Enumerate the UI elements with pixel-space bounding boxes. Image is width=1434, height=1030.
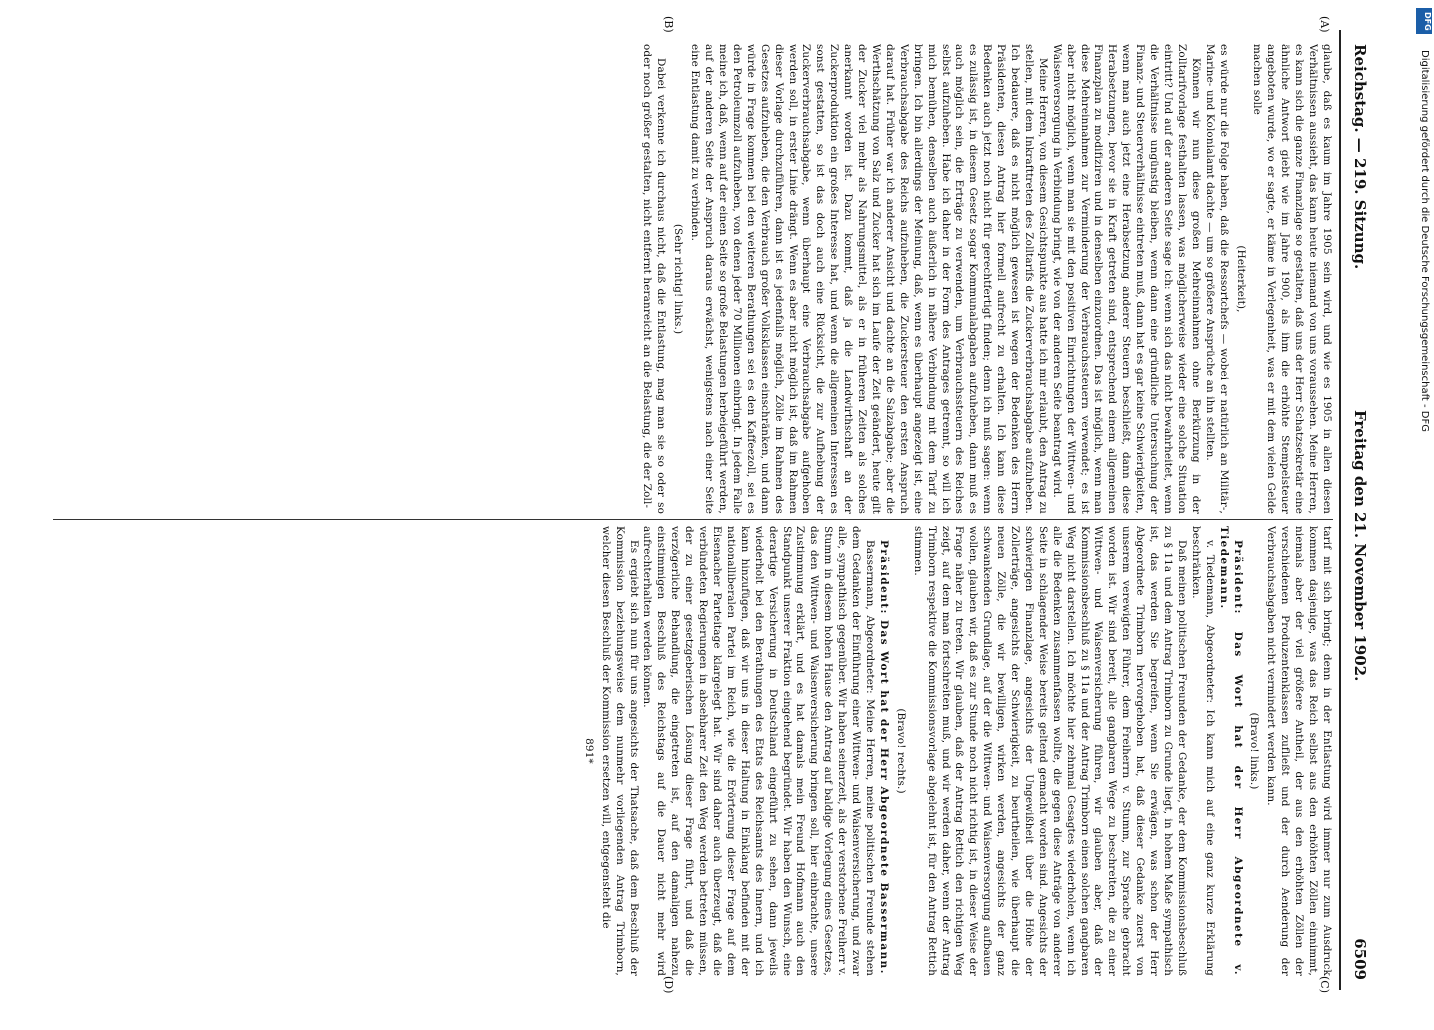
page-number: 6509: [1351, 938, 1369, 980]
margin-marker-c: (C): [1318, 976, 1331, 993]
paragraph: Es ergiebt sich nun für uns angesichts der Thatsache, daß dem Beschluß der Kommission beziehungsweise dem nunmehr vorliegenden Antrag Trimborn, welcher diesen Beschluß der Kommission ersetzen will, entgegensteht die: [599, 526, 640, 976]
signature-mark: 891*: [582, 738, 595, 764]
paragraph: es würde nur die Folge haben, daß die Ressortchefs — wobei er natürlich an Militär-, Marine- und Kolonialamt dachte — um so größere Ansprüche an ihn stellten.: [1203, 44, 1230, 514]
paragraph: Daß meinen politischen Freunden der Gedanke, der dem Kommissionsbeschluß zu § 11a und dem Antrag Trimborn zu Grunde liegt, in hohem Maße sympathisch ist, das werden Sie begreifen, wenn Sie erwägen, was schon der Herr Abgeordnete Trimborn hervorgehoben hat, daß dieser Gedanke zuerst von unserem verewigten Führer, dem Freiherrn v. Stumm, zur Sprache gebracht worden ist. Wir sind bereit, alle gangbaren Wege zu beschreiten, die zu einer Wittwen- und Waisenversicherung führen, wir glauben aber, daß der Kommissionsbeschluß zu § 11a und der Antrag Trimborn einen solchen gangbaren Weg nicht darstellen. Ich möchte hier zehnmal Gesagtes wiederholen, wenn ich alle die Bedenken zusammenfassen wollte, die gegen diese Anträge von anderer Seite in schlagender Weise bereits geltend gemacht worden sind. Angesichts der schwierigen Finanzlage, angesichts der Ungewißheit über die Höhe der Zollerträge, angesichts der Schwierigkeit, zu beurtheilen, wie überhaupt die neuen Zölle, die wir bewilligen, wirken werden, angesichts der ganz schwankenden Grundlage, auf der die Wittwen- und Waisenversorgung aufbauen wollen, glauben wir, daß es zur Stunde noch nicht richtig ist, in dieser Weise der Frage näher zu treten. Wir glauben, daß der Antrag Rettich den richtigen Weg zeigt, auf dem man fortschreiten muß, und wir werden daher, wenn der Antrag Trimborn respektive die Kommissionsvorlage abgelehnt ist, für den Antrag Rettich stimmen.: [911, 526, 1188, 976]
digitization-note: [1412, 10, 1434, 990]
speaker-line: Präsident: Das Wort hat der Herr Abgeordnete v. Tiedemann.: [1217, 526, 1244, 976]
header-rule: [1339, 30, 1341, 990]
digitization-text: Digitalisierung gefördert durch die Deutsche Forschungsgemeinschaft - DFG: [1419, 50, 1430, 433]
margin-marker-a: (A): [1318, 16, 1331, 33]
margin-marker-b: (B): [662, 16, 675, 33]
interjection: (Bravo! rechts.): [894, 708, 907, 794]
interjection: (Heiterkeit),: [1234, 245, 1247, 313]
paragraph: Meine Herren, von diesem Gesichtspunkte aus hatte ich mir erlaubt, den Antrag zu stellen, mit dem Inkrafttreten des Zolltarifs die Zuckerverbrauchsabgabe aufzuheben. Ich bedauere, daß es nicht möglich gewesen ist wegen der Bedenken des Herrn Präsidenten, diesen Antrag hier formell aufrecht zu erhalten. Ich kann diese Bedenken auch jetzt noch nicht für gerechtfertigt finden; denn ich muß sagen: wenn es zulässig ist, in diesem Gesetz sogar Kommunalabgaben aufzuheben, dann muß es auch möglich sein, die Erträge zu verwenden, um Verbrauchssteuern des Reiches selbst aufzuheben. Habe ich daher in der Form des Antrages getrennt, so will ich mich bemühen, denselben auch äußerlich in nähere Verbindung mit dem Tarif zu bringen. Ich bin allerdings der Meinung, daß, wenn es überhaupt angezeigt ist, eine Verbrauchsabgabe des Reichs aufzuheben, die Zuckersteuer den ersten Anspruch darauf hat. Früher war ich anderer Ansicht und dachte an die Salzabgabe; aber die Werthschätzung von Salz und Zucker hat sich im Laufe der Zeit geändert, heute gilt der Zucker viel mehr als Nahrungsmittel, als er in früheren Zeiten als solches anerkannt worden ist. Dazu kommt, daß ja die Landwirthschaft an der Zuckerproduktion ein großes Interesse hat, und wenn die allgemeinen Interessen es sonst gestatten, so ist das doch auch eine Rücksicht, die zur Aufhebung der Zuckerverbrauchsabgabe, wenn überhaupt eine Verbrauchsabgabe aufgehoben werden soll, in erster Linie drängt. Wenn es aber nicht möglich ist, daß im Rahmen dieser Vorlage durchzuführen, dann ist es jedenfalls möglich, Zölle im Rahmen des Gesetzes aufzuheben, die den Verbrauch großer Volksklassen einschränken, und dann würde in Frage kommen bei den weiteren Berathungen sei es den Kaffeezoll, sei es den Petroleumzoll aufzuheben, von denen jeder 70 Millionen einbringt. In jedem Falle meine ich, daß, wenn auf der einen Seite so große Belastungen herbeigeführt werden, auf der anderen Seite der Anspruch daraus erwächst, wenigstens nach einer Seite eine Entlastung damit zu verbinden.: [689, 44, 1049, 514]
column-right: [53, 526, 1333, 976]
rotated-page: [40, 16, 1375, 994]
column-divider: [53, 519, 1333, 520]
interjection: (Sehr richtig! links.): [672, 223, 685, 335]
paragraph: Bassermann, Abgeordneter: Meine Herren, meine politischen Freunde stehen dem Gedanken der Einführung einer Wittwen- und Waisenversicherung, und zwar alle, sympathisch gegenüber. Wir haben seinerzeit, als der verstorbene Freiherr v. Stumm in diesem hohen Hause den Antrag auf baldige Vorlegung eines Gesetzes, das den Wittwen- und Waisenversicherung bringen soll, hier einbrachte, unsere Zustimmung erklärt, und es hat damals mein Freund Hofmann auch den Standpunkt unserer Fraktion eingehend begründet. Wir haben den Wunsch, eine derartige Versicherung in Deutschland eingeführt zu sehen, dann jeweils wiederholt bei den Berathungen des Etats des Reichsamts des Innern, und ich kann hinzufügen, daß wir uns in dieser Haltung in Einklang befinden mit der nationalliberalen Partei im Reich, wie die Erörterung dieser Frage auf dem Eisenacher Parteitage klargelegt hat. Wir sind daher auch überzeugt, daß die verbündeten Regierungen in absehbarer Zeit den Weg werden betreten müssen, der zu einer gesetzgeberischen Lösung dieser Frage führt, und daß die verzögerliche Behandlung, die eingetreten ist, auf den damaligen nahezu einstimmigen Beschluß des Reichstags auf die Dauer nicht mehr wird aufrechterhalten werden können.: [641, 526, 876, 976]
page-header: [1339, 30, 1375, 990]
paragraph: v. Tiedemann, Abgeordneter: Ich kann mich auf eine ganz kurze Erklärung beschränken.: [1189, 526, 1216, 976]
margin-marker-d: (D): [662, 976, 675, 994]
column-left: [53, 44, 1333, 514]
paragraph: Können wir nun diese großen Mehreinnahmen ohne Berkürzung in der Zolltarifvorlage festhalten lassen, was möglicherweise wieder eine solche Situation eintritt? Und auf der anderen Seite sage ich: wenn sich das nicht bewahrheitet, wenn die Verhältnisse ungünstig bleiben, wenn dann eine gründliche Untersuchung der Finanz- und Steuerverhältnisse eintreten muß, dann hat es gar keine Schwierigkeiten, wenn man auch jetzt eine Herabsetzung anderer Steuern beschließt, dann diese Herabsetzungen, bevor sie in Kraft getreten sind, entsprechend einem allgemeinen Finanzplan zu modifiziren und in denselben einzuordnen. Das ist möglich, wenn man diese Mehreinnahmen zur Verminderung der Verbrauchssteuern verwendet; es ist aber nicht möglich, wenn man sie mit den positiven Einrichtungen der Wittwen- und Waisenversorgung in Verbindung bringt, wie von der anderen Seite beantragt wird.: [1050, 44, 1202, 514]
dfg-logo: DFG: [1416, 8, 1432, 34]
interjection: (Bravo! links.): [1248, 712, 1261, 790]
paragraph: tarif mit sich bringt; denn in der Entlastung wird immer nur zum Ausdruck kommen dasjenige, was das Reich selbst aus den erhöhten Zöllen einnimmt, niemals aber der viel größere Antheil, der aus den erhöhten Zöllen der verschiedenen Produzentenklassen zufließt und der durch Aenderung der Verbrauchsabgaben nicht vermindert werden kann.: [1265, 526, 1333, 976]
header-date: Freitag den 21. November 1902.: [1351, 410, 1369, 682]
paragraph: Dabei verkenne ich durchaus nicht, daß die Entlastung, mag man sie so oder so oder noch größer gestalten, nicht entfernt heranreicht an die Belastung, die der Zoll-: [641, 44, 668, 514]
header-left: Reichstag. — 219. Sitzung.: [1351, 44, 1369, 270]
paragraph: glaube, daß es kaum im Jahre 1905 sein wird, und wie es 1905 in allen diesen Verhältnissen aussieht, das kann heute niemand von uns voraussehen. Meine Herren, es kann sich die ganze Finanzlage so gestalten, daß uns der Herr Schatzsekretär eine ähnliche Antwort giebt wie im Jahre 1900, als ihm die erhöhte Stempelsteuer angeboten wurde, wo er sagte, er käme in Verlegenheit, was er mit dem vielen Gelde machen solle: [1251, 44, 1333, 514]
speaker-line: Präsident: Das Wort hat der Herr Abgeordnete Bassermann.: [877, 540, 890, 975]
